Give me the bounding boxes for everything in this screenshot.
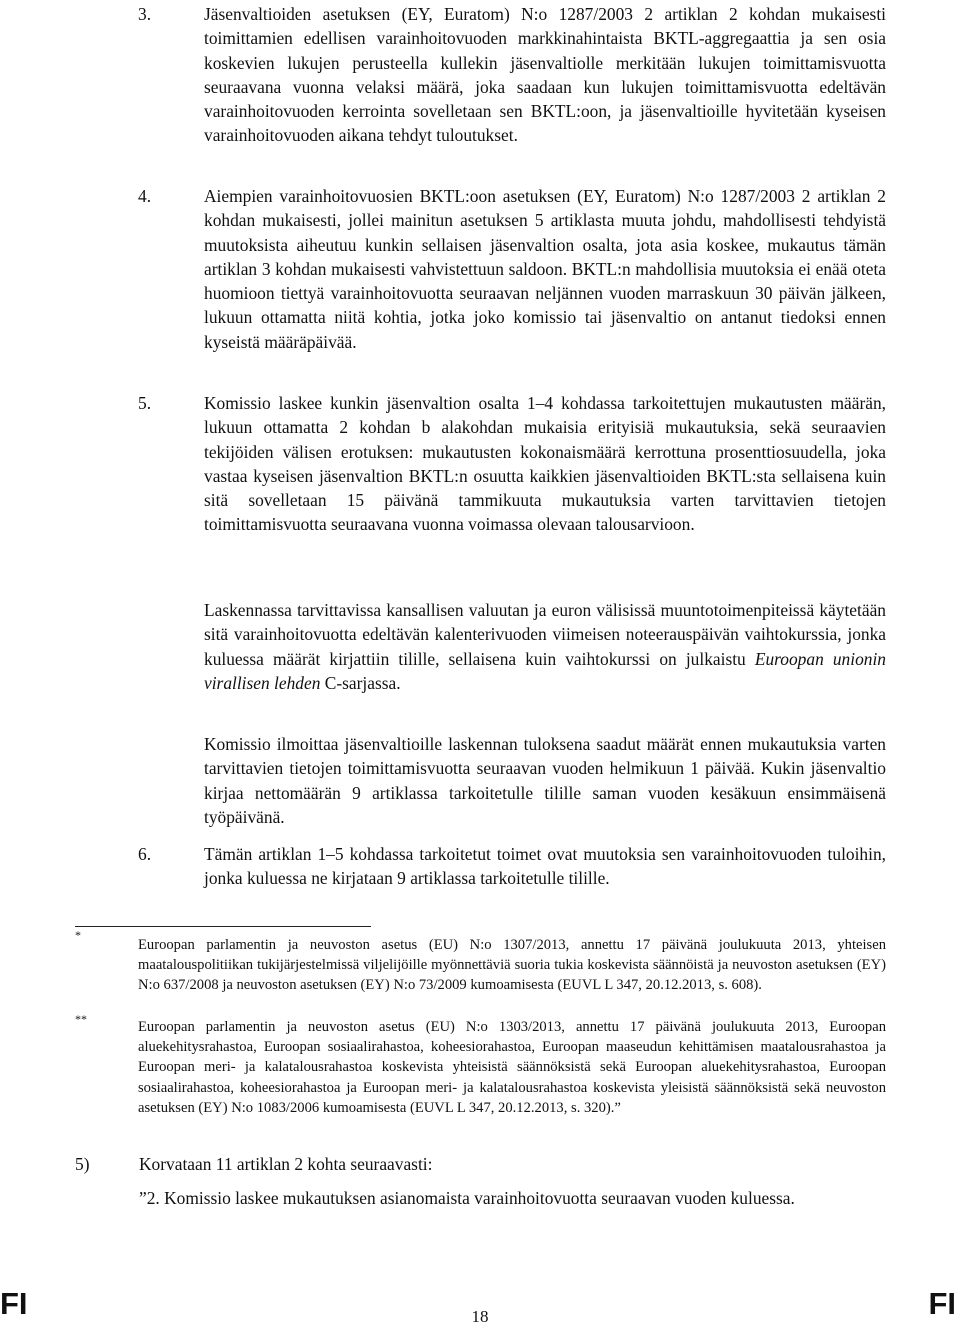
paragraph-exchange-rate xyxy=(204,598,886,695)
quoted-provision: ”2. Komissio laskee mukautuksen asianomaista varainhoitovuotta seuraavan vuoden kuluessa. xyxy=(139,1188,795,1208)
amendment-item xyxy=(75,1152,886,1176)
footnote-marker: * xyxy=(75,928,81,942)
item-text: Aiempien varainhoitovuosien BKTL:oon asetuksen (EY, Euratom) N:o 1287/2003 2 artiklan 2 kohdan mukaisesti, jollei mainitun asetuksen 5 artiklasta muuta johdu, mahdollisesti tehdyistä muutoksista aiheutuu kunkin sellaisen jäsenvaltion osalta, jota asia koskee, mukautus tämän artiklan 3 kohdan mukaisesti vahvistettuun saldoon. BKTL:n mahdollisia muutoksia ei enää oteta huomioon tiettyä varainhoitovuotta seuraavan neljännen vuoden marraskuun 30 päivän jälkeen, lukuun ottamatta niitä kohtia, jotka joko komissio tai jäsenvaltio on antanut tiedoksi ennen kyseistä määräpäivää. xyxy=(204,186,886,352)
footnote-1: Euroopan parlamentin ja neuvoston asetus (EU) N:o 1307/2013, annettu 17 päivänä joulukuuta 2013, yhteisen maatalouspolitiikan tukijärjestelmissä viljelijöille myönnettäviä suoria tukia koskevista säännöistä ja neuvoston asetuksen (EY) N:o 637/2008 ja neuvoston asetuksen (EY) N:o 73/2009 kumoamisesta (EUVL L 347, 20.12.2013, s. 608). xyxy=(138,937,886,994)
amendment-number: 5) xyxy=(75,1154,90,1174)
page-number: 18 xyxy=(471,1307,489,1326)
item-number: 3. xyxy=(138,4,152,24)
list-item-3 xyxy=(138,2,886,148)
footnote-separator xyxy=(75,926,371,927)
footnote-marker: ** xyxy=(75,1012,87,1026)
list-item-4 xyxy=(138,184,886,354)
paragraph-text: Laskennassa tarvittavissa kansallisen valuutan ja euron välisissä muuntotoimenpiteissä käytetään sitä varainhoitovuotta edeltävän kalenterivuoden viimeisen noteerauspäivän vaihtokurssia, jonka kuluessa määrät kirjattiin tilille, sellaisena kuin vaihtokurssi on julkaistu xyxy=(204,600,886,669)
amendment-text: Korvataan 11 artiklan 2 kohta seuraavasti: xyxy=(139,1154,433,1174)
paragraph-text-end: C-sarjassa. xyxy=(320,672,401,693)
footer-language-left: FI xyxy=(0,1286,28,1321)
list-item-6 xyxy=(138,842,886,891)
footer-language-right: FI xyxy=(928,1286,956,1321)
item-text: Jäsenvaltioiden asetuksen (EY, Euratom) N:o 1287/2003 2 artiklan 2 kohdan mukaisesti toimittamien edellisen varainhoitovuoden markkinahintaista BKTL-aggregaattia ja sen osia koskevien lukujen perusteella kullekin jäsenvaltiolle merkitään lukujen toimittamisvuotta seuraavana vuonna velaksi määrä, joka saadaan kun lukujen toimittamisvuotta edeltävän varainhoitovuoden kerrointa sovelletaan sen BKTL:oon, ja jäsenvaltioille hyvitetään kyseisen varainhoitovuoden aikana tehdyt tuloutukset. xyxy=(204,4,886,146)
footnote-2: Euroopan parlamentin ja neuvoston asetus (EU) N:o 1303/2013, annettu 17 päivänä joulukuuta 2013, Euroopan aluekehitysrahastoa, Euroopan sosiaalirahastoa, koheesiorahastoa, Euroopan maaseudun kehittämisen maatalousrahastoa ja Euroopan meri- ja kalatalousrahastoa koskevista yhteisistä säännöksistä sekä Euroopan aluekehitysrahastoa, Euroopan sosiaalirahastoa, koheesiorahastoa ja Euroopan meri- ja kalatalousrahastoa koskevista yleisistä säännöksistä sekä neuvoston asetuksen (EY) N:o 1083/2006 kumoamisesta (EUVL L 347, 20.12.2013, s. 320).” xyxy=(138,1019,886,1116)
journal-title: Euroopan unionin virallisen lehden xyxy=(204,648,886,693)
item-number: 5. xyxy=(138,393,152,413)
item-number: 6. xyxy=(138,844,152,864)
paragraph-notification: Komissio ilmoittaa jäsenvaltioille laskennan tuloksena saadut määrät ennen mukautuksia varten tarvittavien tietojen toimittamisvuotta seuraavan vuoden helmikuun 1 päivää. Kukin jäsenvaltio kirjaa nettomäärän 9 artiklassa tarkoitetulle tilille saman vuoden kesäkuun ensimmäisenä työpäivänä. xyxy=(204,734,886,827)
list-item-5 xyxy=(138,391,886,537)
item-number: 4. xyxy=(138,186,152,206)
item-text: Komissio laskee kunkin jäsenvaltion osalta 1–4 kohdassa tarkoitettujen mukautusten määrän, lukuun ottamatta 2 kohdan b alakohdan mukaisia erityisiä mukautuksia, sekä seuraavien tekijöiden välisen erotuksen: mukautusten kokonaismäärä kerrottuna prosenttiosuudella, joka vastaa kyseisen jäsenvaltion BKTL:n osuutta kaikkien jäsenvaltioiden BKTL:sta sellaisena kuin sitä sovelletaan 15 päivänä tammikuuta mukautuksia varten tarvittavien tietojen toimittamisvuotta seuraavana vuonna voimassa olevaan talousarvioon. xyxy=(204,393,886,535)
item-text: Tämän artiklan 1–5 kohdassa tarkoitetut toimet ovat muutoksia sen varainhoitovuoden tuloihin, jonka kuluessa ne kirjataan 9 artiklassa tarkoitetulle tilille. xyxy=(204,844,886,889)
